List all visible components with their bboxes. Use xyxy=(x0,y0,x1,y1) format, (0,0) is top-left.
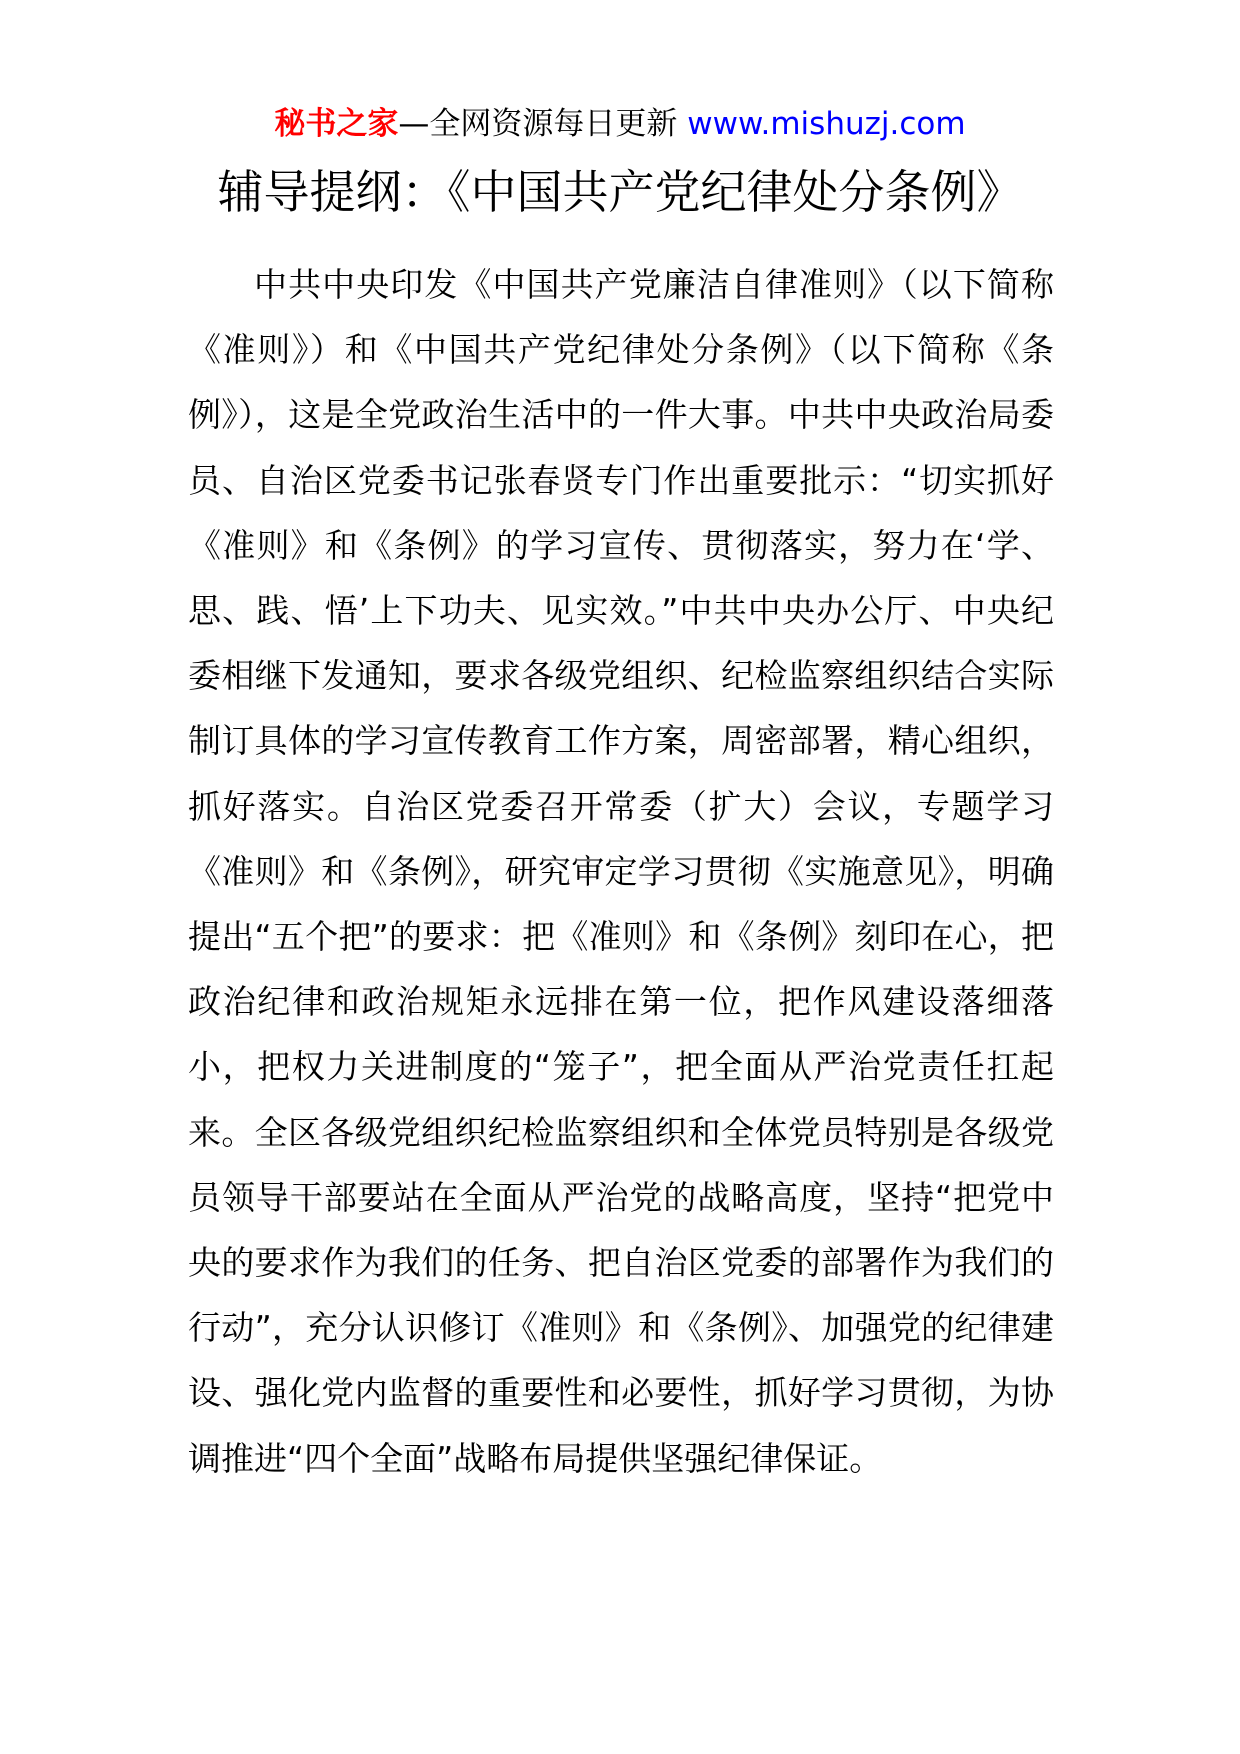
body-paragraph: 中共中央印发《中国共产党廉洁自律准则》（以下简称《准则》）和《中国共产党纪律处分条例》（以下简称《条例》），这是全党政治生活中的一件大事。中共中央政治局委员、自治区党委书记张春贤专门作出重要批示：“切实抓好《准则》和《条例》的学习宣传、贯彻落实，努力在‘学、思、践、悟’上下功夫、见实效。”中共中央办公厅、中央纪委相继下发通知，要求各级党组织、纪检监察组织结合实际制订具体的学习宣传教育工作方案，周密部署，精心组织，抓好落实。自治区党委召开常委（扩大）会议，专题学习《准则》和《条例》，研究审定学习贯彻《实施意见》，明确提出“五个把”的要求：把《准则》和《条例》刻印在心，把政治纪律和政治规矩永远排在第一位，把作风建设落细落小，把权力关进制度的“笼子”，把全面从严治党责任扛起来。全区各级党组织纪检监察组织和全体党员特别是各级党员领导干部要站在全面从严治党的战略高度，坚持“把党中央的要求作为我们的任务、把自治区党委的部署作为我们的行动”，充分认识修订《准则》和《条例》、加强党的纪律建设、强化党内监督的重要性和必要性，抓好学习贯彻，为协调推进“四个全面”战略布局提供坚强纪律保证。 xyxy=(188,265,1054,1478)
site-header xyxy=(0,100,1240,148)
site-url-link[interactable]: www.mishuzj.com xyxy=(687,106,966,142)
document-title: 辅导提纲：《中国共产党纪律处分条例》 xyxy=(217,165,1023,219)
header-tagline: —全网资源每日更新 xyxy=(398,106,678,142)
brand-name: 秘书之家 xyxy=(274,106,399,142)
